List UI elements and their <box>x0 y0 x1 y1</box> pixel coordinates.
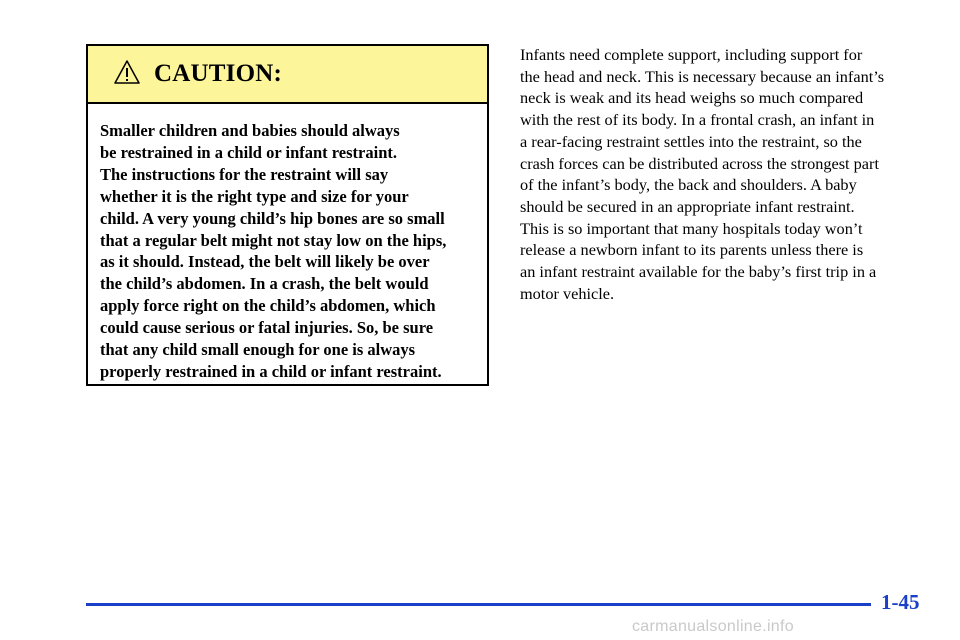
caution-line: apply force right on the child’s abdomen, which <box>100 296 436 316</box>
paragraph-line: of the infant’s body, the back and shoulders. A baby <box>520 175 857 195</box>
caution-line: Smaller children and babies should always <box>100 121 400 140</box>
paragraph-line: This is so important that many hospitals today won’t <box>520 218 863 238</box>
paragraph-line: Infants need complete support, including support for <box>520 45 863 64</box>
caution-line: properly restrained in a child or infant restraint. <box>100 361 442 381</box>
caution-line: the child’s abdomen. In a crash, the belt would <box>100 274 429 294</box>
caution-line: could cause serious or fatal injuries. So, be sure <box>100 318 434 338</box>
caution-title: CAUTION: <box>154 60 282 87</box>
caution-line: as it should. Instead, the belt will likely be over <box>100 252 430 272</box>
paragraph-line: release a newborn infant to its parents unless there is <box>520 240 864 260</box>
caution-line: that a regular belt might not stay low on the hips, <box>100 230 447 250</box>
caution-text <box>88 104 487 383</box>
paragraph-line: motor vehicle. <box>520 283 615 303</box>
caution-line: whether it is the right type and size for your <box>100 186 409 206</box>
page-number: 1-45 <box>881 590 920 614</box>
paragraph-line: should be secured in an appropriate infant restraint. <box>520 196 855 216</box>
warning-triangle-icon <box>114 59 140 85</box>
paragraph-line: with the rest of its body. In a frontal crash, an infant in <box>520 110 875 130</box>
caution-line: that any child small enough for one is always <box>100 340 416 360</box>
caution-line: be restrained in a child or infant restraint. <box>100 142 397 162</box>
paragraph-line: an infant restraint available for the baby’s first trip in a <box>520 262 877 282</box>
caution-line: child. A very young child’s hip bones are so small <box>100 208 445 228</box>
paragraph-line: the head and neck. This is necessary because an infant’s <box>520 66 885 86</box>
footer-divider <box>86 603 871 606</box>
caution-line: The instructions for the restraint will say <box>100 164 389 184</box>
watermark: carmanualsonline.info <box>632 618 794 635</box>
paragraph-line: a rear-facing restraint settles into the restraint, so the <box>520 131 862 151</box>
body-paragraph <box>520 44 930 304</box>
caution-box <box>86 44 489 386</box>
paragraph-line: neck is weak and its head weighs so much compared <box>520 88 864 108</box>
caution-header <box>88 46 487 104</box>
paragraph-line: crash forces can be distributed across the strongest part <box>520 153 879 173</box>
